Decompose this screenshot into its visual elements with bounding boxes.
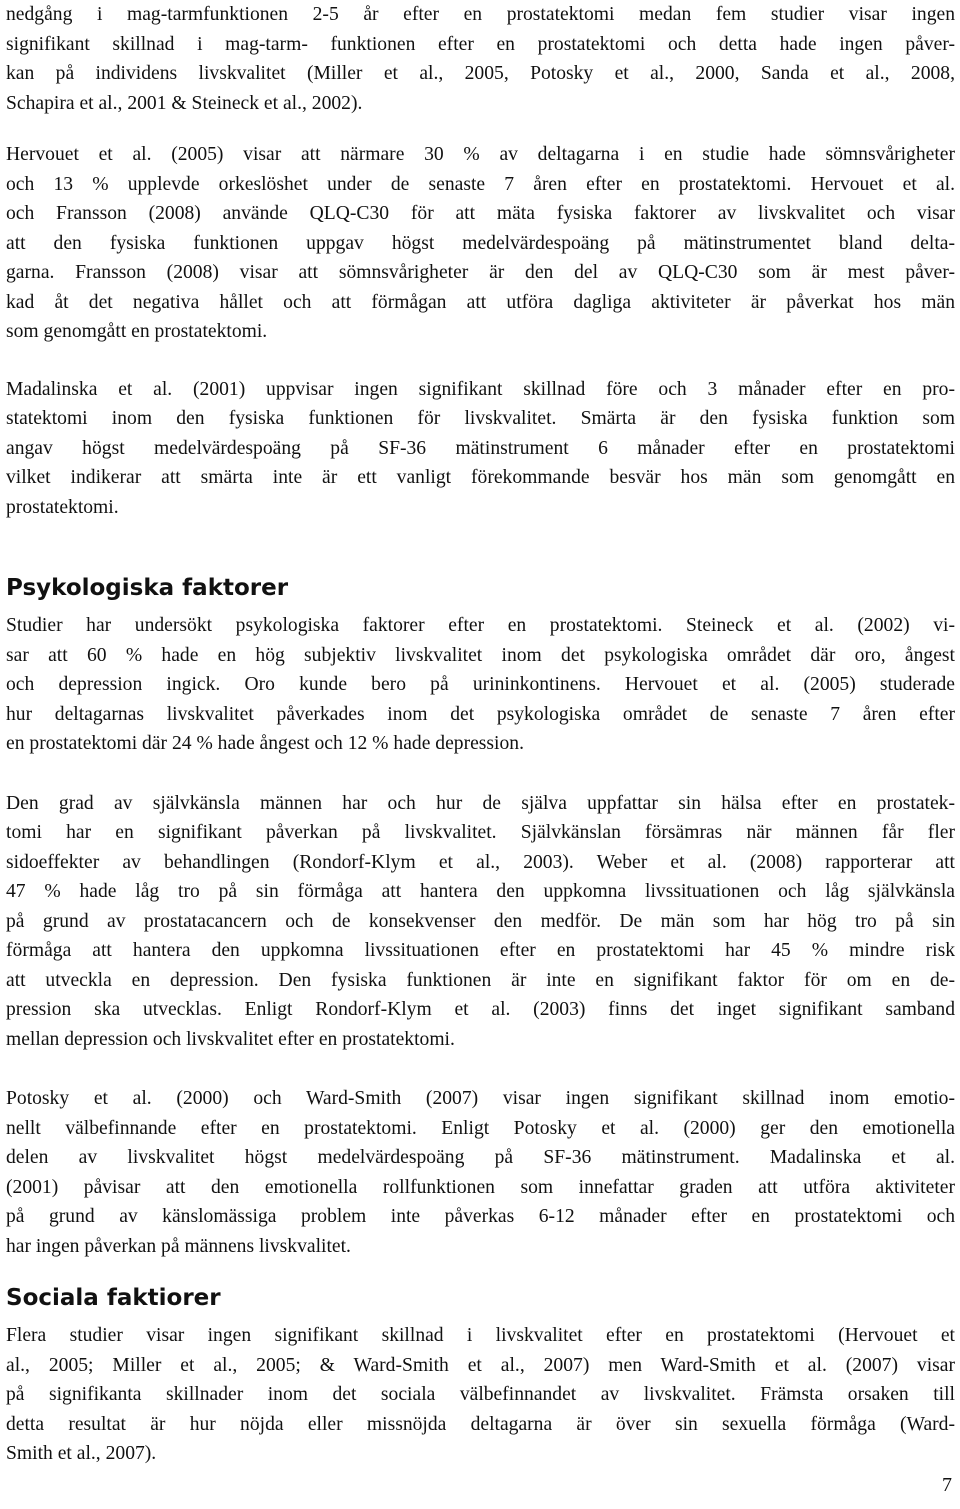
paragraph-line: statektomi inom den fysiska funktionen för livskvalitet. Smärta är den fysiska funktion som	[6, 408, 955, 429]
paragraph-line: på grund av känslomässiga problem inte påverkas 6-12 månader efter en prostatektomi och	[6, 1206, 955, 1227]
paragraph-line: Den grad av självkänsla männen har och hur de själva uppfattar sin hälsa efter en prostatek-	[6, 792, 955, 814]
sociala-paragraph-1	[6, 1321, 955, 1469]
psykologiska-paragraph-1	[6, 611, 955, 759]
paragraph-line: sidoeffekter av behandlingen (Rondorf-Klym et al., 2003). Weber et al. (2008) rapporterar att	[6, 851, 955, 873]
paragraph-line: Potosky et al. (2000) och Ward-Smith (2007) visar ingen signifikant skillnad inom emotio-	[6, 1088, 955, 1109]
paragraph-line: 47 % hade låg tro på sin förmåga att hantera den uppkomna livssituationen och låg självkänsla	[6, 881, 955, 902]
paragraph-line: har ingen påverkan på männens livskvalitet.	[6, 1235, 351, 1257]
paragraph-line: pression ska utvecklas. Enligt Rondorf-Klym et al. (2003) finns det inget signifikant samband	[6, 999, 955, 1020]
paragraph-line: sar att 60 % hade en hög subjektiv livskvalitet inom det psykologiska området där oro, ångest	[6, 644, 955, 666]
paragraph-line: al., 2005; Miller et al., 2005; & Ward-Smith et al., 2007) men Ward-Smith et al. (2007) visar	[6, 1354, 955, 1376]
paragraph-line: som genomgått en prostatektomi.	[6, 321, 268, 342]
paragraph-line: och Fransson (2008) använde QLQ-C30 för att mäta fysiska faktorer av livskvalitet och visar	[6, 203, 955, 224]
paragraph-line: hur deltagarnas livskvalitet påverkades inom det psykologiska området de senaste 7 åren efter	[6, 703, 955, 725]
paragraph-line: prostatektomi.	[6, 496, 119, 518]
paragraph-line: angav högst medelvärdespoäng på SF-36 mätinstrument 6 månader efter en prostatektomi	[6, 437, 955, 459]
paragraph-line: att den fysiska funktionen uppgav högst medelvärdespoäng på mätinstrumentet bland delta-	[6, 232, 955, 254]
paragraph-line: (2001) påvisar att den emotionella rollfunktionen som innefattar graden att utföra aktiviteter	[6, 1176, 955, 1198]
paragraph-line: kan på individens livskvalitet (Miller et al., 2005, Potosky et al., 2000, Sanda et al., 2008,	[6, 63, 955, 84]
paragraph-line: och 13 % upplevde orkeslöshet under de senaste 7 åren efter en prostatektomi. Hervouet et al.	[6, 173, 955, 195]
paragraph-line: detta resultat är hur nöjda eller missnöjda deltagarna är över sin sexuella förmåga (Ward-	[6, 1413, 955, 1435]
hervouet-paragraph	[6, 140, 955, 347]
section-heading-sociala: Sociala faktiorer	[6, 1285, 221, 1311]
paragraph-line: Studier har undersökt psykologiska faktorer efter en prostatektomi. Steineck et al. (2002) vi-	[6, 615, 955, 636]
paragraph-line: delen av livskvalitet högst medelvärdespoäng på SF-36 mätinstrument. Madalinska et al.	[6, 1147, 955, 1168]
paragraph-line: Schapira et al., 2001 & Steineck et al., 2002).	[6, 92, 363, 114]
paragraph-line: Madalinska et al. (2001) uppvisar ingen signifikant skillnad före och 3 månader efter en pro-	[6, 378, 955, 400]
paragraph-line: nellt välbefinnande efter en prostatektomi. Enligt Potosky et al. (2000) ger den emotionella	[6, 1117, 955, 1139]
page-number: 7	[942, 1474, 952, 1496]
paragraph-line: förmåga att hantera den uppkomna livssituationen efter en prostatektomi har 45 % mindre risk	[6, 940, 955, 961]
paragraph-line: en prostatektomi där 24 % hade ångest och 12 % hade depression.	[6, 733, 524, 754]
psykologiska-paragraph-2	[6, 789, 955, 1055]
paragraph-line: garna. Fransson (2008) visar att sömnsvårigheter är den del av QLQ-C30 som är mest påver-	[6, 262, 955, 283]
paragraph-line: kad åt det negativa hållet och att förmågan att utföra dagliga aktiviteter är påverkat hos män	[6, 291, 955, 313]
paragraph-line: signifikant skillnad i mag-tarm- funktionen efter en prostatektomi och detta hade ingen påver-	[6, 33, 955, 55]
psykologiska-paragraph-3	[6, 1084, 955, 1261]
madalinska-paragraph	[6, 375, 955, 523]
paragraph-line: på grund av prostatacancern och de konsekvenser den medför. De män som har hög tro på sin	[6, 910, 955, 932]
paragraph-line: Smith et al., 2007).	[6, 1443, 157, 1464]
paragraph-line: Flera studier visar ingen signifikant skillnad i livskvalitet efter en prostatektomi (Hervouet et	[6, 1325, 955, 1346]
document-page	[6, 0, 955, 1469]
intro-paragraph	[6, 0, 955, 118]
paragraph-line: Hervouet et al. (2005) visar att närmare 30 % av deltagarna i en studie hade sömnsvårigheter	[6, 144, 955, 165]
paragraph-line: att utveckla en depression. Den fysiska funktionen är inte en signifikant faktor för om en de-	[6, 969, 955, 991]
paragraph-line: nedgång i mag-tarmfunktionen 2-5 år efter en prostatektomi medan fem studier visar ingen	[6, 4, 955, 25]
paragraph-line: och depression ingick. Oro kunde bero på urininkontinens. Hervouet et al. (2005) studerade	[6, 674, 955, 695]
section-heading-psykologiska: Psykologiska faktorer	[6, 575, 289, 601]
paragraph-line: mellan depression och livskvalitet efter en prostatektomi.	[6, 1028, 455, 1050]
paragraph-line: tomi har en signifikant påverkan på livskvalitet. Självkänslan försämras när männen får fler	[6, 822, 955, 843]
paragraph-line: på signifikanta skillnader inom det sociala välbefinnandet av livskvalitet. Främsta orsaken till	[6, 1384, 955, 1405]
paragraph-line: vilket indikerar att smärta inte är ett vanligt förekommande besvär hos män som genomgått en	[6, 467, 955, 488]
